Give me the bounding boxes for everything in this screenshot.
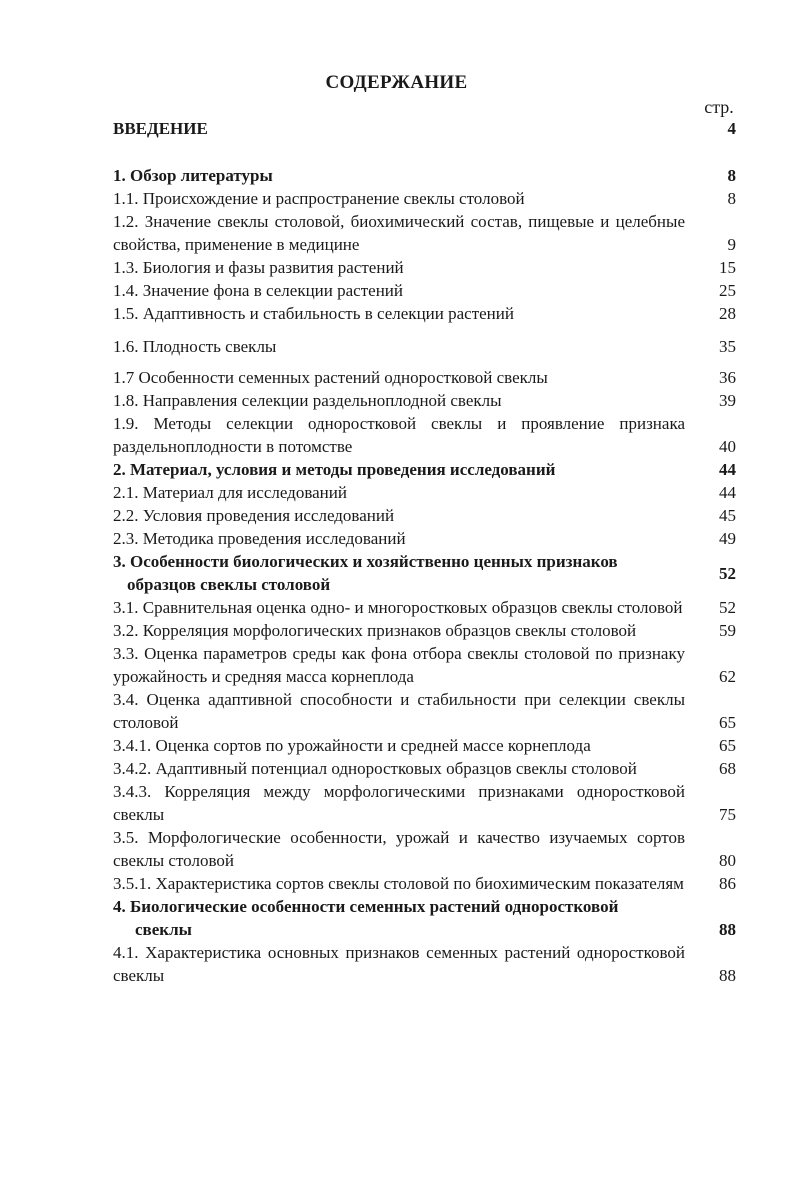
table-of-contents: [113, 117, 748, 987]
toc-entry[interactable]: 1.3. Биология и фазы развития растений 15: [113, 258, 736, 277]
toc-entry[interactable]: 3.4.3. Корреляция между морфологическими признаками одноростковой свеклы 75: [113, 782, 736, 824]
toc-entry[interactable]: 2.1. Материал для исследований 44: [113, 483, 736, 502]
toc-entry[interactable]: 1.2. Значение свеклы столовой, биохимический состав, пищевые и целебные свойства, применение в медицине 9: [113, 212, 736, 254]
toc-entry[interactable]: 4. Биологические особенности семенных растений одноростковой свеклы 88: [113, 897, 736, 939]
toc-entry[interactable]: 3. Особенности биологических и хозяйственно ценных признаков образцов свеклы столовой 52: [113, 552, 736, 594]
toc-entry[interactable]: 4.1. Характеристика основных признаков семенных растений одноростковой свеклы 88: [113, 943, 736, 985]
toc-entry[interactable]: 2.3. Методика проведения исследований 49: [113, 529, 736, 548]
toc-entry[interactable]: 1.8. Направления селекции раздельноплодной свеклы 39: [113, 391, 736, 410]
toc-entry[interactable]: 3.5. Морфологические особенности, урожай и качество изучаемых сортов свеклы столовой 80: [113, 828, 736, 870]
toc-entry[interactable]: 3.1. Сравнительная оценка одно- и многоростковых образцов свеклы столовой 52: [113, 598, 736, 617]
toc-entry[interactable]: 3.4.1. Оценка сортов по урожайности и средней массе корнеплода 65: [113, 736, 736, 755]
toc-entry[interactable]: 1.6. Плодность свеклы 35: [113, 337, 736, 356]
toc-entry-intro[interactable]: ВВЕДЕНИЕ 4: [113, 119, 736, 138]
page-title: СОДЕРЖАНИЕ: [325, 72, 468, 93]
toc-entry[interactable]: 3.2. Корреляция морфологических признаков образцов свеклы столовой 59: [113, 621, 736, 640]
toc-entry[interactable]: 3.5.1. Характеристика сортов свеклы столовой по биохимическим показателям 86: [113, 874, 736, 893]
toc-entry[interactable]: 3.3. Оценка параметров среды как фона отбора свеклы столовой по признаку урожайность и средняя масса корнеплода 62: [113, 644, 736, 686]
toc-entry[interactable]: 1.7 Особенности семенных растений одноростковой свеклы 36: [113, 368, 736, 387]
toc-entry[interactable]: 2.2. Условия проведения исследований 45: [113, 506, 736, 525]
toc-entry[interactable]: 3.4. Оценка адаптивной способности и стабильности при селекции свеклы столовой 65: [113, 690, 736, 732]
toc-entry[interactable]: 1.1. Происхождение и распространение свеклы столовой 8: [113, 189, 736, 208]
page-column-header: стр.: [704, 97, 734, 117]
toc-entry[interactable]: 1. Обзор литературы 8: [113, 166, 736, 185]
toc-entry[interactable]: 1.5. Адаптивность и стабильность в селекции растений 28: [113, 304, 736, 323]
toc-entry[interactable]: 3.4.2. Адаптивный потенциал одноростковых образцов свеклы столовой 68: [113, 759, 736, 778]
toc-entry[interactable]: 1.4. Значение фона в селекции растений 25: [113, 281, 736, 300]
toc-entry[interactable]: 2. Материал, условия и методы проведения исследований 44: [113, 460, 736, 479]
toc-entry[interactable]: 1.9. Методы селекции одноростковой свеклы и проявление признака раздельноплодности в потомстве 40: [113, 414, 736, 456]
